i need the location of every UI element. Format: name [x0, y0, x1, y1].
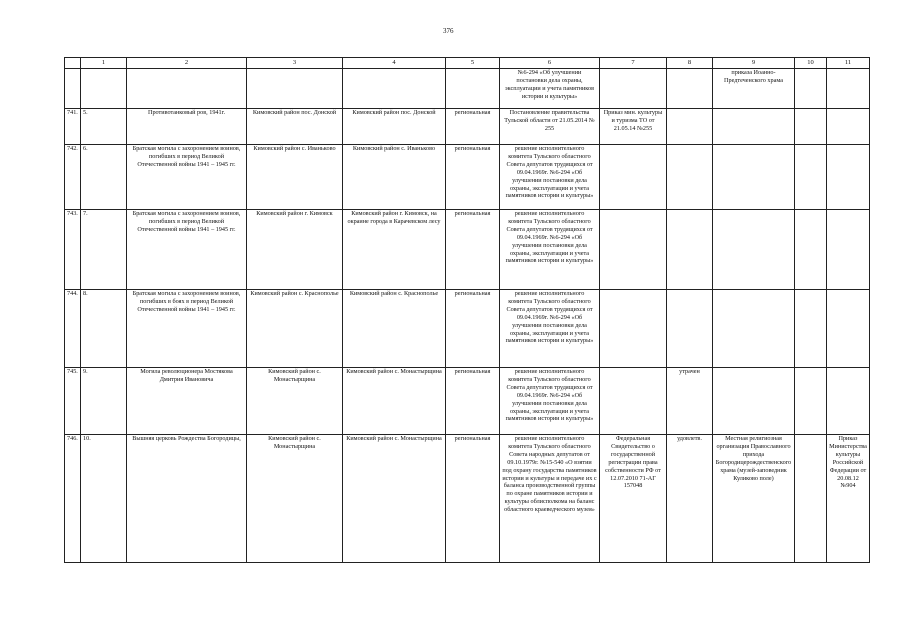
state-cell: [667, 109, 713, 145]
row-number: 744.: [65, 290, 81, 368]
location-cell: Кимовский район с. Монастырщина: [343, 435, 446, 563]
col11-cell: Приказ Министерства культуры Российской Федерации от 20.08.12 №904: [827, 435, 870, 563]
owner-cell: [713, 109, 795, 145]
table-body: [65, 58, 870, 563]
registration-cell: [600, 210, 667, 290]
name-cell: [127, 69, 247, 109]
col10-cell: [795, 210, 827, 290]
header-row: [65, 58, 870, 69]
header-cell: 11: [827, 58, 870, 69]
state-cell: [667, 290, 713, 368]
header-cell: 8: [667, 58, 713, 69]
owner-cell: [713, 290, 795, 368]
category-cell: региональная: [446, 109, 500, 145]
district-cell: Кимовский район с. Краснополье: [247, 290, 343, 368]
table-row: [65, 290, 870, 368]
table-row: [65, 435, 870, 563]
table-row: [65, 109, 870, 145]
owner-cell: [713, 145, 795, 210]
name-cell: Братская могила с захоронением воинов, погибших в период Великой Отечественной войны 1941 – 1945 гг.: [127, 145, 247, 210]
category-cell: региональная: [446, 290, 500, 368]
col11-cell: [827, 69, 870, 109]
page-number: 376: [443, 27, 454, 35]
registration-cell: [600, 368, 667, 435]
location-cell: Кимовский район г. Кимовск, на окраине города в Карачевском лесу: [343, 210, 446, 290]
registration-cell: Федеральная Свидетельство о государственной регистрации права собственности РФ от 12.07.2010 71-АГ 157048: [600, 435, 667, 563]
owner-cell: [713, 210, 795, 290]
location-cell: Кимовский район с. Монастырщина: [343, 368, 446, 435]
document-cell: решение исполнительного комитета Тульского областного Совета депутатов трудящихся от 09.04.1969г. №6-294 «Об улучшении постановки дела охраны, эксплуатации и учета памятников истории и культуры»: [500, 210, 600, 290]
col10-cell: [795, 109, 827, 145]
row-number: [65, 69, 81, 109]
district-cell: Кимовский район г. Кимовск: [247, 210, 343, 290]
owner-cell: приказа Иоанно-Предтеченского храма: [713, 69, 795, 109]
item-number: [81, 69, 127, 109]
name-cell: Братская могила с захоронением воинов, погибших в боях в период Великой Отечественной войны 1941 – 1945 гг.: [127, 290, 247, 368]
registration-cell: Приказ мин. культуры и туризма ТО от 21.05.14 №255: [600, 109, 667, 145]
col11-cell: [827, 290, 870, 368]
row-number: 743.: [65, 210, 81, 290]
location-cell: Кимовский район пос. Донской: [343, 109, 446, 145]
item-number: 6.: [81, 145, 127, 210]
header-cell: 1: [81, 58, 127, 69]
category-cell: [446, 69, 500, 109]
category-cell: региональная: [446, 368, 500, 435]
district-cell: Кимовский район пос. Донской: [247, 109, 343, 145]
document-cell: решение исполнительного комитета Тульского областного Совета народных депутатов от 09.10.1979г. №15-540 «О взятии под охрану государства памятников истории и культуры и передаче их с баланса производственной группы по охране памятников истории и культуры облисполкома на баланс областного краеведческого музея»: [500, 435, 600, 563]
document-cell: Постановление правительства Тульской области от 21.05.2014 № 255: [500, 109, 600, 145]
owner-cell: Местная религиозная организация Православного прихода Богородицерождественского храма (музей-заповедник Куликово поле): [713, 435, 795, 563]
state-cell: утрачен: [667, 368, 713, 435]
location-cell: Кимовский район с. Иваньково: [343, 145, 446, 210]
registration-cell: [600, 69, 667, 109]
name-cell: Могила революционера Мостякова Дмитрия Ивановича: [127, 368, 247, 435]
category-cell: региональная: [446, 435, 500, 563]
item-number: 9.: [81, 368, 127, 435]
table-row: [65, 210, 870, 290]
category-cell: региональная: [446, 145, 500, 210]
col11-cell: [827, 145, 870, 210]
item-number: 5.: [81, 109, 127, 145]
state-cell: [667, 69, 713, 109]
col11-cell: [827, 210, 870, 290]
col11-cell: [827, 368, 870, 435]
state-cell: [667, 145, 713, 210]
row-number: 746.: [65, 435, 81, 563]
location-cell: Кимовский район с. Краснополье: [343, 290, 446, 368]
row-number: 742.: [65, 145, 81, 210]
col10-cell: [795, 69, 827, 109]
item-number: 10.: [81, 435, 127, 563]
name-cell: Братская могила с захоронением воинов, погибших в период Великой Отечественной войны 1941 – 1945 гг.: [127, 210, 247, 290]
name-cell: Вышняя церковь Рождества Богородицы,: [127, 435, 247, 563]
header-cell: 7: [600, 58, 667, 69]
item-number: 8.: [81, 290, 127, 368]
location-cell: [343, 69, 446, 109]
district-cell: Кимовский район с. Монастырщина: [247, 368, 343, 435]
header-cell: 5: [446, 58, 500, 69]
col10-cell: [795, 368, 827, 435]
state-cell: удовлетв.: [667, 435, 713, 563]
monuments-table: [64, 57, 870, 563]
state-cell: [667, 210, 713, 290]
category-cell: региональная: [446, 210, 500, 290]
document-cell: решение исполнительного комитета Тульского областного Совета депутатов трудящихся от 09.04.1969г. №6-294 «Об улучшении постановки дела охраны, эксплуатации и учета памятников истории и культуры»: [500, 290, 600, 368]
row-number: 741.: [65, 109, 81, 145]
owner-cell: [713, 368, 795, 435]
table-row: [65, 69, 870, 109]
header-cell: 6: [500, 58, 600, 69]
item-number: 7.: [81, 210, 127, 290]
district-cell: [247, 69, 343, 109]
document-cell: решение исполнительного комитета Тульского областного Совета депутатов трудящихся от 09.04.1969г. №6-294 «Об улучшении постановки дела охраны, эксплуатации и учета памятников истории и культуры»: [500, 368, 600, 435]
registration-cell: [600, 290, 667, 368]
document-cell: №6-294 «Об улучшении постановки дела охраны, эксплуатации и учета памятников истории и культуры»: [500, 69, 600, 109]
header-cell: 3: [247, 58, 343, 69]
district-cell: Кимовский район с. Иваньково: [247, 145, 343, 210]
col10-cell: [795, 435, 827, 563]
document-cell: решение исполнительного комитета Тульского областного Совета депутатов трудящихся от 09.04.1969г. №6-294 «Об улучшении постановки дела охраны, эксплуатации и учета памятников истории и культуры»: [500, 145, 600, 210]
registration-cell: [600, 145, 667, 210]
col10-cell: [795, 290, 827, 368]
header-cell: 10: [795, 58, 827, 69]
name-cell: Противотанковый ров, 1941г.: [127, 109, 247, 145]
table-row: [65, 368, 870, 435]
header-cell: [65, 58, 81, 69]
col11-cell: [827, 109, 870, 145]
table-row: [65, 145, 870, 210]
col10-cell: [795, 145, 827, 210]
header-cell: 2: [127, 58, 247, 69]
header-cell: 9: [713, 58, 795, 69]
row-number: 745.: [65, 368, 81, 435]
district-cell: Кимовский район с. Монастырщина: [247, 435, 343, 563]
header-cell: 4: [343, 58, 446, 69]
